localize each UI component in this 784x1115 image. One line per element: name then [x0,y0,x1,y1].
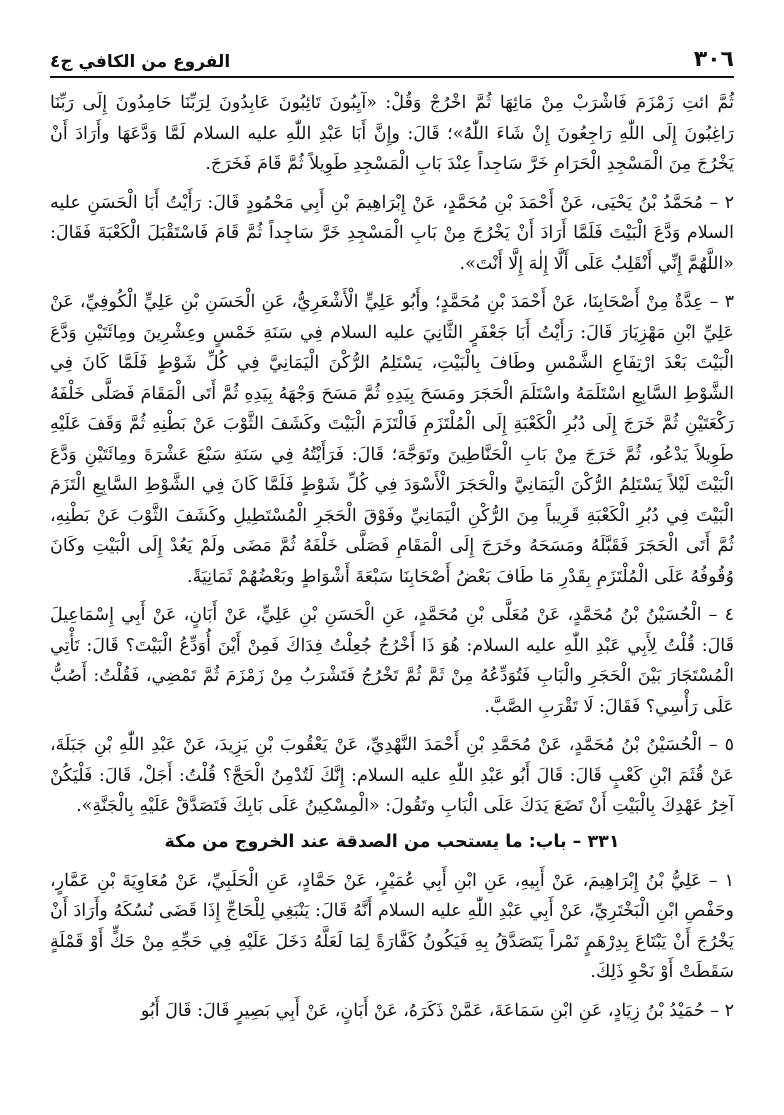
book-title: الفروع من الكافي ج٤ [50,52,231,72]
hadith-paragraph: ١ – عَلِيُّ بْنُ إِبْرَاهِيمَ، عَنْ أَبِيهِ، عَنِ ابْنِ أَبِي عُمَيْرٍ، عَنْ حَمَّادٍ، عَنِ الْحَلَبِيِّ، عَنْ مُعَاوِيَةَ بْنِ عَمَّارٍ، وحَفْصِ ابْنِ الْبَخْتَرِيِّ، عَنْ أَبِي عَبْدِ اللّٰهِ عليه السلام أَنَّهُ قَالَ: يَنْبَغِي لِلْحَاجِّ إِذَا قَضَى نُسُكَهُ وأَرَادَ أَنْ يَخْرُجَ أَنْ يَبْتَاعَ بِدِرْهَمٍ تَمْراً يَتَصَدَّقُ بِهِ فَيَكُونُ كَفَّارَةً لِمَا لَعَلَّهُ دَخَلَ عَلَيْهِ فِي حَجِّهِ مِنْ حَكٍّ أَوْ قَمْلَةٍ سَقَطَتْ أَوْ نَحْوِ ذَلِكَ. [50,870,734,982]
hadith-paragraph: ٢ – حُمَيْدُ بْنُ زِيَادٍ، عَنِ ابْنِ سَمَاعَةَ، عَمَّنْ ذَكَرَهُ، عَنْ أَبَانٍ، عَنْ أَبِي بَصِيرٍ قَالَ: قَالَ أَبُو [140,1000,734,1021]
page-body [50,88,734,1026]
hadith-paragraph: ٤ – الْحُسَيْنُ بْنُ مُحَمَّدٍ، عَنْ مُعَلَّى بْنِ مُحَمَّدٍ، عَنِ الْحَسَنِ بْنِ عَلِيٍّ، عَنْ أَبَانٍ، عَنْ أَبِي إِسْمَاعِيلَ قَالَ: قُلْتُ لِأَبِي عَبْدِ اللّٰهِ عليه السلام: هُوَ ذَا أَخْرُجُ جُعِلْتُ فِدَاكَ فَمِنْ أَيْنَ أُوَدِّعُ الْبَيْتَ؟ قَالَ: تَأْتِي الْمُسْتَجَارَ بَيْنَ الْحَجَرِ والْبَابِ فَتُوَدِّعُهُ مِنْ ثَمَّ ثُمَّ تَخْرُجُ فَتَشْرَبُ مِنْ زَمْزَمَ ثُمَّ تَمْضِي، فَقُلْتُ: أَصُبُّ عَلَى رَأْسِي؟ فَقَالَ: لَا تَقْرَبِ الصَّبَّ. [50,605,734,717]
page-header [50,38,734,78]
hadith-paragraph: ٥ – الْحُسَيْنُ بْنُ مُحَمَّدٍ، عَنْ مُحَمَّدِ بْنِ أَحْمَدَ النَّهْدِيِّ، عَنْ يَعْقُوبَ بْنِ يَزِيدَ، عَنْ عَبْدِ اللّٰهِ بْنِ جَبَلَةَ، عَنْ قُثَمَ ابْنِ كَعْبٍ قَالَ: قَالَ أَبُو عَبْدِ اللّٰهِ عليه السلام: إِنَّكَ لَتُدْمِنُ الْحَجَّ؟ قُلْتُ: أَجَلْ، قَالَ: فَلْيَكُنْ آخِرُ عَهْدِكَ بِالْبَيْتِ أَنْ تَضَعَ يَدَكَ عَلَى الْبَابِ وتَقُولَ: «الْمِسْكِينُ عَلَى بَابِكَ فَتَصَدَّقْ عَلَيْهِ بِالْجَنَّةِ». [50,735,734,816]
hadith-paragraph: ٣ – عِدَّةٌ مِنْ أَصْحَابِنَا، عَنْ أَحْمَدَ بْنِ مُحَمَّدٍ؛ وأَبُو عَلِيٍّ الْأَشْعَرِيُّ، عَنِ الْحَسَنِ بْنِ عَلِيٍّ الْكُوفِيِّ، عَنْ عَلِيِّ ابْنِ مَهْزِيَارَ قَالَ: رَأَيْتُ أَبَا جَعْفَرٍ الثَّانِيَ عليه السلام فِي سَنَةِ خَمْسٍ وعِشْرِينَ ومِائَتَيْنِ وَدَّعَ الْبَيْتَ بَعْدَ ارْتِفَاعِ الشَّمْسِ وطَافَ بِالْبَيْتِ، يَسْتَلِمُ الرُّكْنَ الْيَمَانِيَّ فِي كُلِّ شَوْطٍ فَلَمَّا كَانَ فِي الشَّوْطِ السَّابِعِ اسْتَلَمَهُ واسْتَلَمَ الْحَجَرَ ومَسَحَ بِيَدِهِ ثُمَّ مَسَحَ وَجْهَهُ بِيَدِهِ ثُمَّ أَتَى الْمَقَامَ فَصَلَّى خَلْفَهُ رَكْعَتَيْنِ ثُمَّ خَرَجَ إِلَى دُبُرِ الْكَعْبَةِ إِلَى الْمُلْتَزَمِ فَالْتَزَمَ الْبَيْتَ وكَشَفَ الثَّوْبَ عَنْ بَطْنِهِ ثُمَّ وَقَفَ عَلَيْهِ طَوِيلاً يَدْعُو، ثُمَّ خَرَجَ مِنْ بَابِ الْحَنَّاطِينَ وتَوَجَّهَ؛ قَالَ: فَرَأَيْتُهُ فِي سَنَةِ سَبْعَ عَشْرَةَ ومِائَتَيْنِ وَدَّعَ الْبَيْتَ لَيْلاً يَسْتَلِمُ الرُّكْنَ الْيَمَانِيَّ والْحَجَرَ الْأَسْوَدَ فِي كُلِّ شَوْطٍ فَلَمَّا كَانَ فِي الشَّوْطِ السَّابِعِ الْتَزَمَ الْبَيْتَ فِي دُبُرِ الْكَعْبَةِ قَرِيباً مِنَ الرُّكْنِ الْيَمَانِيِّ وفَوْقَ الْحَجَرِ الْمُسْتَطِيلِ وكَشَفَ الثَّوْبَ عَنْ بَطْنِهِ، ثُمَّ أَتَى الْحَجَرَ فَقَبَّلَهُ ومَسَحَهُ وخَرَجَ إِلَى الْمَقَامِ فَصَلَّى خَلْفَهُ ثُمَّ مَضَى ولَمْ يَعُدْ إِلَى الْبَيْتِ وكَانَ وُقُوفُهُ عَلَى الْمُلْتَزَمِ بِقَدْرِ مَا طَافَ بَعْضُ أَصْحَابِنَا سَبْعَةَ أَشْوَاطٍ وبَعْضُهُمْ ثَمَانِيَةً. [50,292,734,587]
hadith-paragraph: ٢ – مُحَمَّدُ بْنُ يَحْيَى، عَنْ أَحْمَدَ بْنِ مُحَمَّدٍ، عَنْ إِبْرَاهِيمَ بْنِ أَبِي مَحْمُودٍ قَالَ: رَأَيْتُ أَبَا الْحَسَنِ عليه السلام وَدَّعَ الْبَيْتَ فَلَمَّا أَرَادَ أَنْ يَخْرُجَ مِنْ بَابِ الْمَسْجِدِ خَرَّ سَاجِداً ثُمَّ قَامَ فَاسْتَقْبَلَ الْكَعْبَةَ فَقَالَ: «اللَّهُمَّ إِنِّي أَنْقَلِبُ عَلَى أَلَّا إِلٰهَ إِلَّا أَنْتَ». [50,192,734,274]
hadith-paragraph: ثُمَّ ائتِ زَمْزَمَ فَاشْرَبْ مِنْ مَائِهَا ثُمَّ اخْرُجْ وَقُلْ: «آيِبُونَ تَائِبُونَ عَابِدُونَ لِرَبِّنَا حَامِدُونَ إِلَى رَبِّنَا رَاغِبُونَ إِلَى اللّٰهِ رَاجِعُونَ إِنْ شَاءَ اللّٰهُ»؛ قَالَ: وإِنَّ أَبَا عَبْدِ اللّٰهِ عليه السلام لَمَّا وَدَّعَهَا وأَرَادَ أَنْ يَخْرُجَ مِنَ الْمَسْجِدِ الْحَرَامِ خَرَّ سَاجِداً عِنْدَ بَابِ الْمَسْجِدِ طَوِيلاً ثُمَّ قَامَ فَخَرَجَ. [50,93,734,174]
chapter-heading: ٣٣١ – باب: ما يستحب من الصدقة عند الخروج من مكة [164,831,620,852]
page-number: ٣٠٦ [693,47,734,72]
